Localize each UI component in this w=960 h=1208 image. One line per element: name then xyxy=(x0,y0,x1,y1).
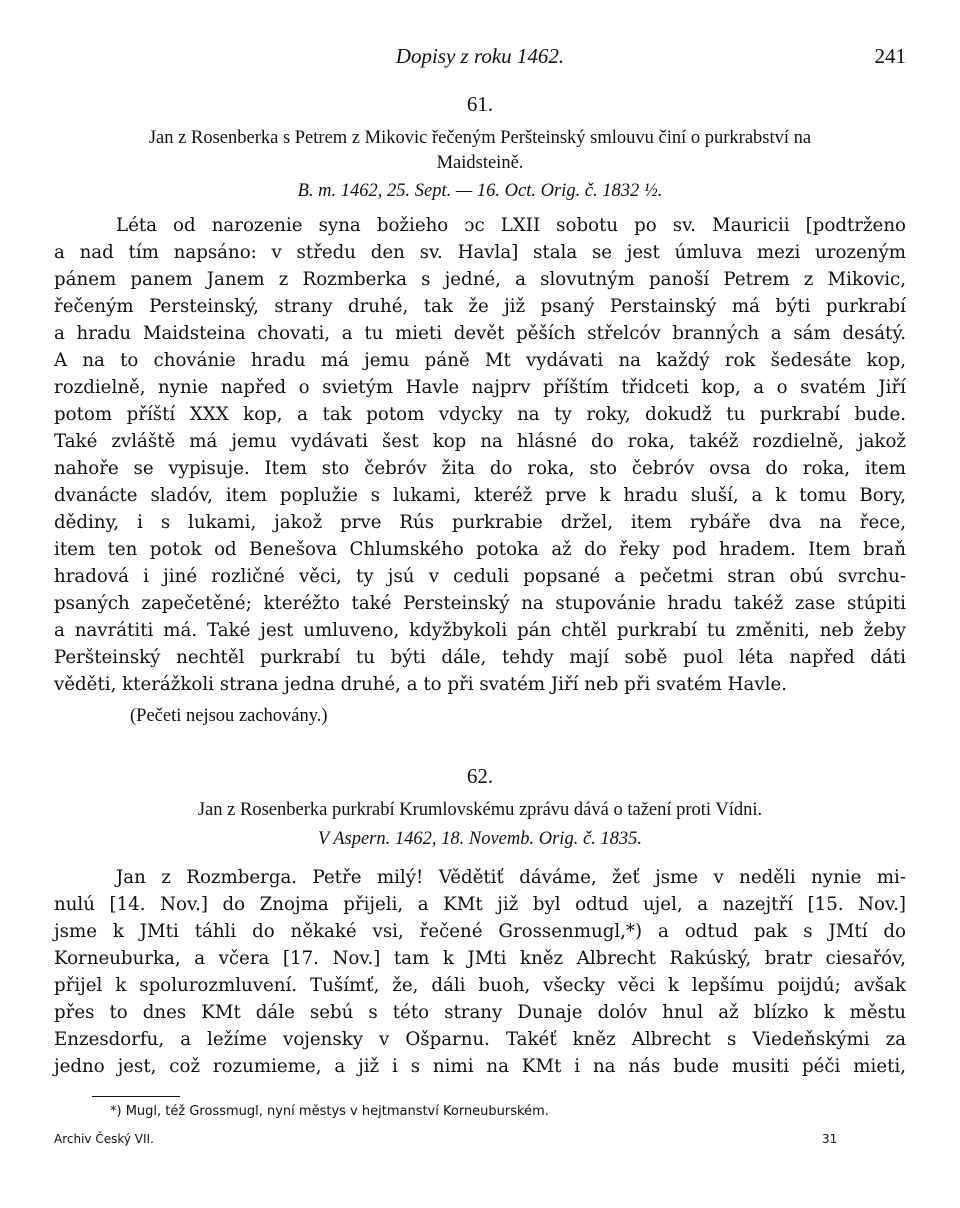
text-line: hradová i jiné rozličné věci, ty jsú v ceduli popsané a pečetmi stran obú svrchu- xyxy=(54,566,906,587)
text-line: psaných zapečetěné; kteréžto také Persteinský na stupovánie hradu takéž zase stúpiti xyxy=(54,593,906,614)
text-line: A na to chovánie hradu má jemu páně Mt vydávati na každý rok šedesáte kop, xyxy=(54,350,906,371)
text-line: a hradu Maidsteina chovati, a tu mieti devět pěších střelcóv branných a sám desátý. xyxy=(54,323,906,344)
document-62-number: 62. xyxy=(466,764,494,788)
text-line: jsme k JMti táhli do někaké vsi, řečené Grossenmugl,*) a odtud pak s JMtí do xyxy=(54,921,906,942)
text-line: přijel k spolurozmluvení. Tušímť, že, dáli buoh, všecky věci k lepšímu poijdú; avšak xyxy=(54,975,906,996)
text-line: nahoře se vypisuje. Item sto čebróv žita do roka, sto čebróv ovsa do roka, item xyxy=(54,458,906,479)
text-line: dvanácte sladóv, item poplužie s lukami, kteréž prve k hradu sluší, a k tomu Bory, xyxy=(54,485,906,506)
heading-line: Jan z Rosenberka s Petrem z Mikovic řečeným Peršteinský smlouvu činí o purkrabství na xyxy=(148,128,812,148)
text-line: Korneuburka, a včera [17. Nov.] tam k JMti kněz Albrecht Rakúský, bratr ciesařóv, xyxy=(54,948,906,969)
text-line: pánem panem Janem z Rozmberka s jedné, a slovutným panoší Petrem z Mikovic, xyxy=(54,269,906,290)
text-line: a nad tím napsáno: v středu den sv. Havla] stala se jest úmluva mezi urozeným xyxy=(54,242,906,263)
text-line: Také zvláště má jemu vydávati šest kop na hlásné do roka, takéž rozdielně, jakož xyxy=(54,431,906,452)
document-62-body xyxy=(54,864,906,1080)
text-line: řečeným Persteinský, strany druhé, tak že již psaný Perstainský má býti purkrabí xyxy=(54,296,906,317)
running-head xyxy=(54,44,906,74)
document-62-meta: V Aspern. 1462, 18. Novemb. Orig. č. 1835. xyxy=(317,829,643,849)
footnote-rule xyxy=(92,1096,180,1097)
text-line: jedno jest, což rozumieme, a již i s nimi na KMt i na nás bude musiti péči mieti, xyxy=(54,1056,906,1077)
text-line: Peršteinský nechtěl purkrabí tu býti dále, tehdy mají sobě puol léta napřed dáti xyxy=(54,647,906,668)
text-line: přes to dnes KMt dále sebú s této strany Dunaje dolóv hnul až blízko k městu xyxy=(54,1002,906,1023)
text-line: dědiny, i s lukami, jakož prve Rús purkrabie držel, item rybáře dva na řece, xyxy=(54,512,906,533)
text-line: potom příští XXX kop, a tak potom vdycky na ty roky, dokudž tu purkrabí bude. xyxy=(54,404,906,425)
running-title: Dopisy z roku 1462. xyxy=(395,44,565,68)
text-line: a navrátiti má. Také jest umluveno, kdyžbykoli pán chtěl purkrabí tu změniti, neb žeby xyxy=(54,620,906,641)
text-line: Léta od narozenie syna božieho ɔc LXII sobotu po sv. Mauricii [podtrženo xyxy=(116,215,906,236)
signature-mark-right: 31 xyxy=(822,1132,838,1146)
document-61-heading xyxy=(54,126,906,176)
text-line: nulú [14. Nov.] do Znojma přijeli, a KMt již byl odtud ujel, a nazejtří [15. Nov.] xyxy=(54,894,906,915)
page-number: 241 xyxy=(874,44,906,68)
document-61-body xyxy=(54,212,906,698)
text-line: Enzesdorfu, a ležíme vojensky v Ošparnu. Takéť kněz Albrecht s Viedeňskými za xyxy=(54,1029,906,1050)
heading-line: Maidsteině. xyxy=(436,153,524,173)
text-line: item ten potok od Benešova Chlumského potoka až do řeky pod hradem. Item braň xyxy=(54,539,906,560)
document-61-number: 61. xyxy=(466,92,494,116)
footnote: *) Mugl, též Grossmugl, nyní městys v hejtmanství Korneuburském. xyxy=(110,1104,549,1119)
document-61-meta: B. m. 1462, 25. Sept. — 16. Oct. Orig. č. 1832 ½. xyxy=(297,181,663,201)
seal-note: (Pečeti nejsou zachovány.) xyxy=(130,706,328,726)
document-62-heading: Jan z Rosenberka purkrabí Krumlovskému zprávu dává o tažení proti Vídni. xyxy=(197,800,763,820)
signature-mark-left: Archiv Český VII. xyxy=(54,1132,154,1146)
text-line: věděti, kterážkoli strana jedna druhé, a to při svatém Jiří neb při svatém Havle. xyxy=(54,674,787,695)
text-line: rozdielně, nynie napřed o svietým Havle najprv příštím třidceti kop, a o svatém Jiří xyxy=(54,377,906,398)
text-line: Jan z Rozmberga. Petře milý! Vědětiť dáváme, žeť jsme v neděli nynie mi- xyxy=(116,867,906,888)
